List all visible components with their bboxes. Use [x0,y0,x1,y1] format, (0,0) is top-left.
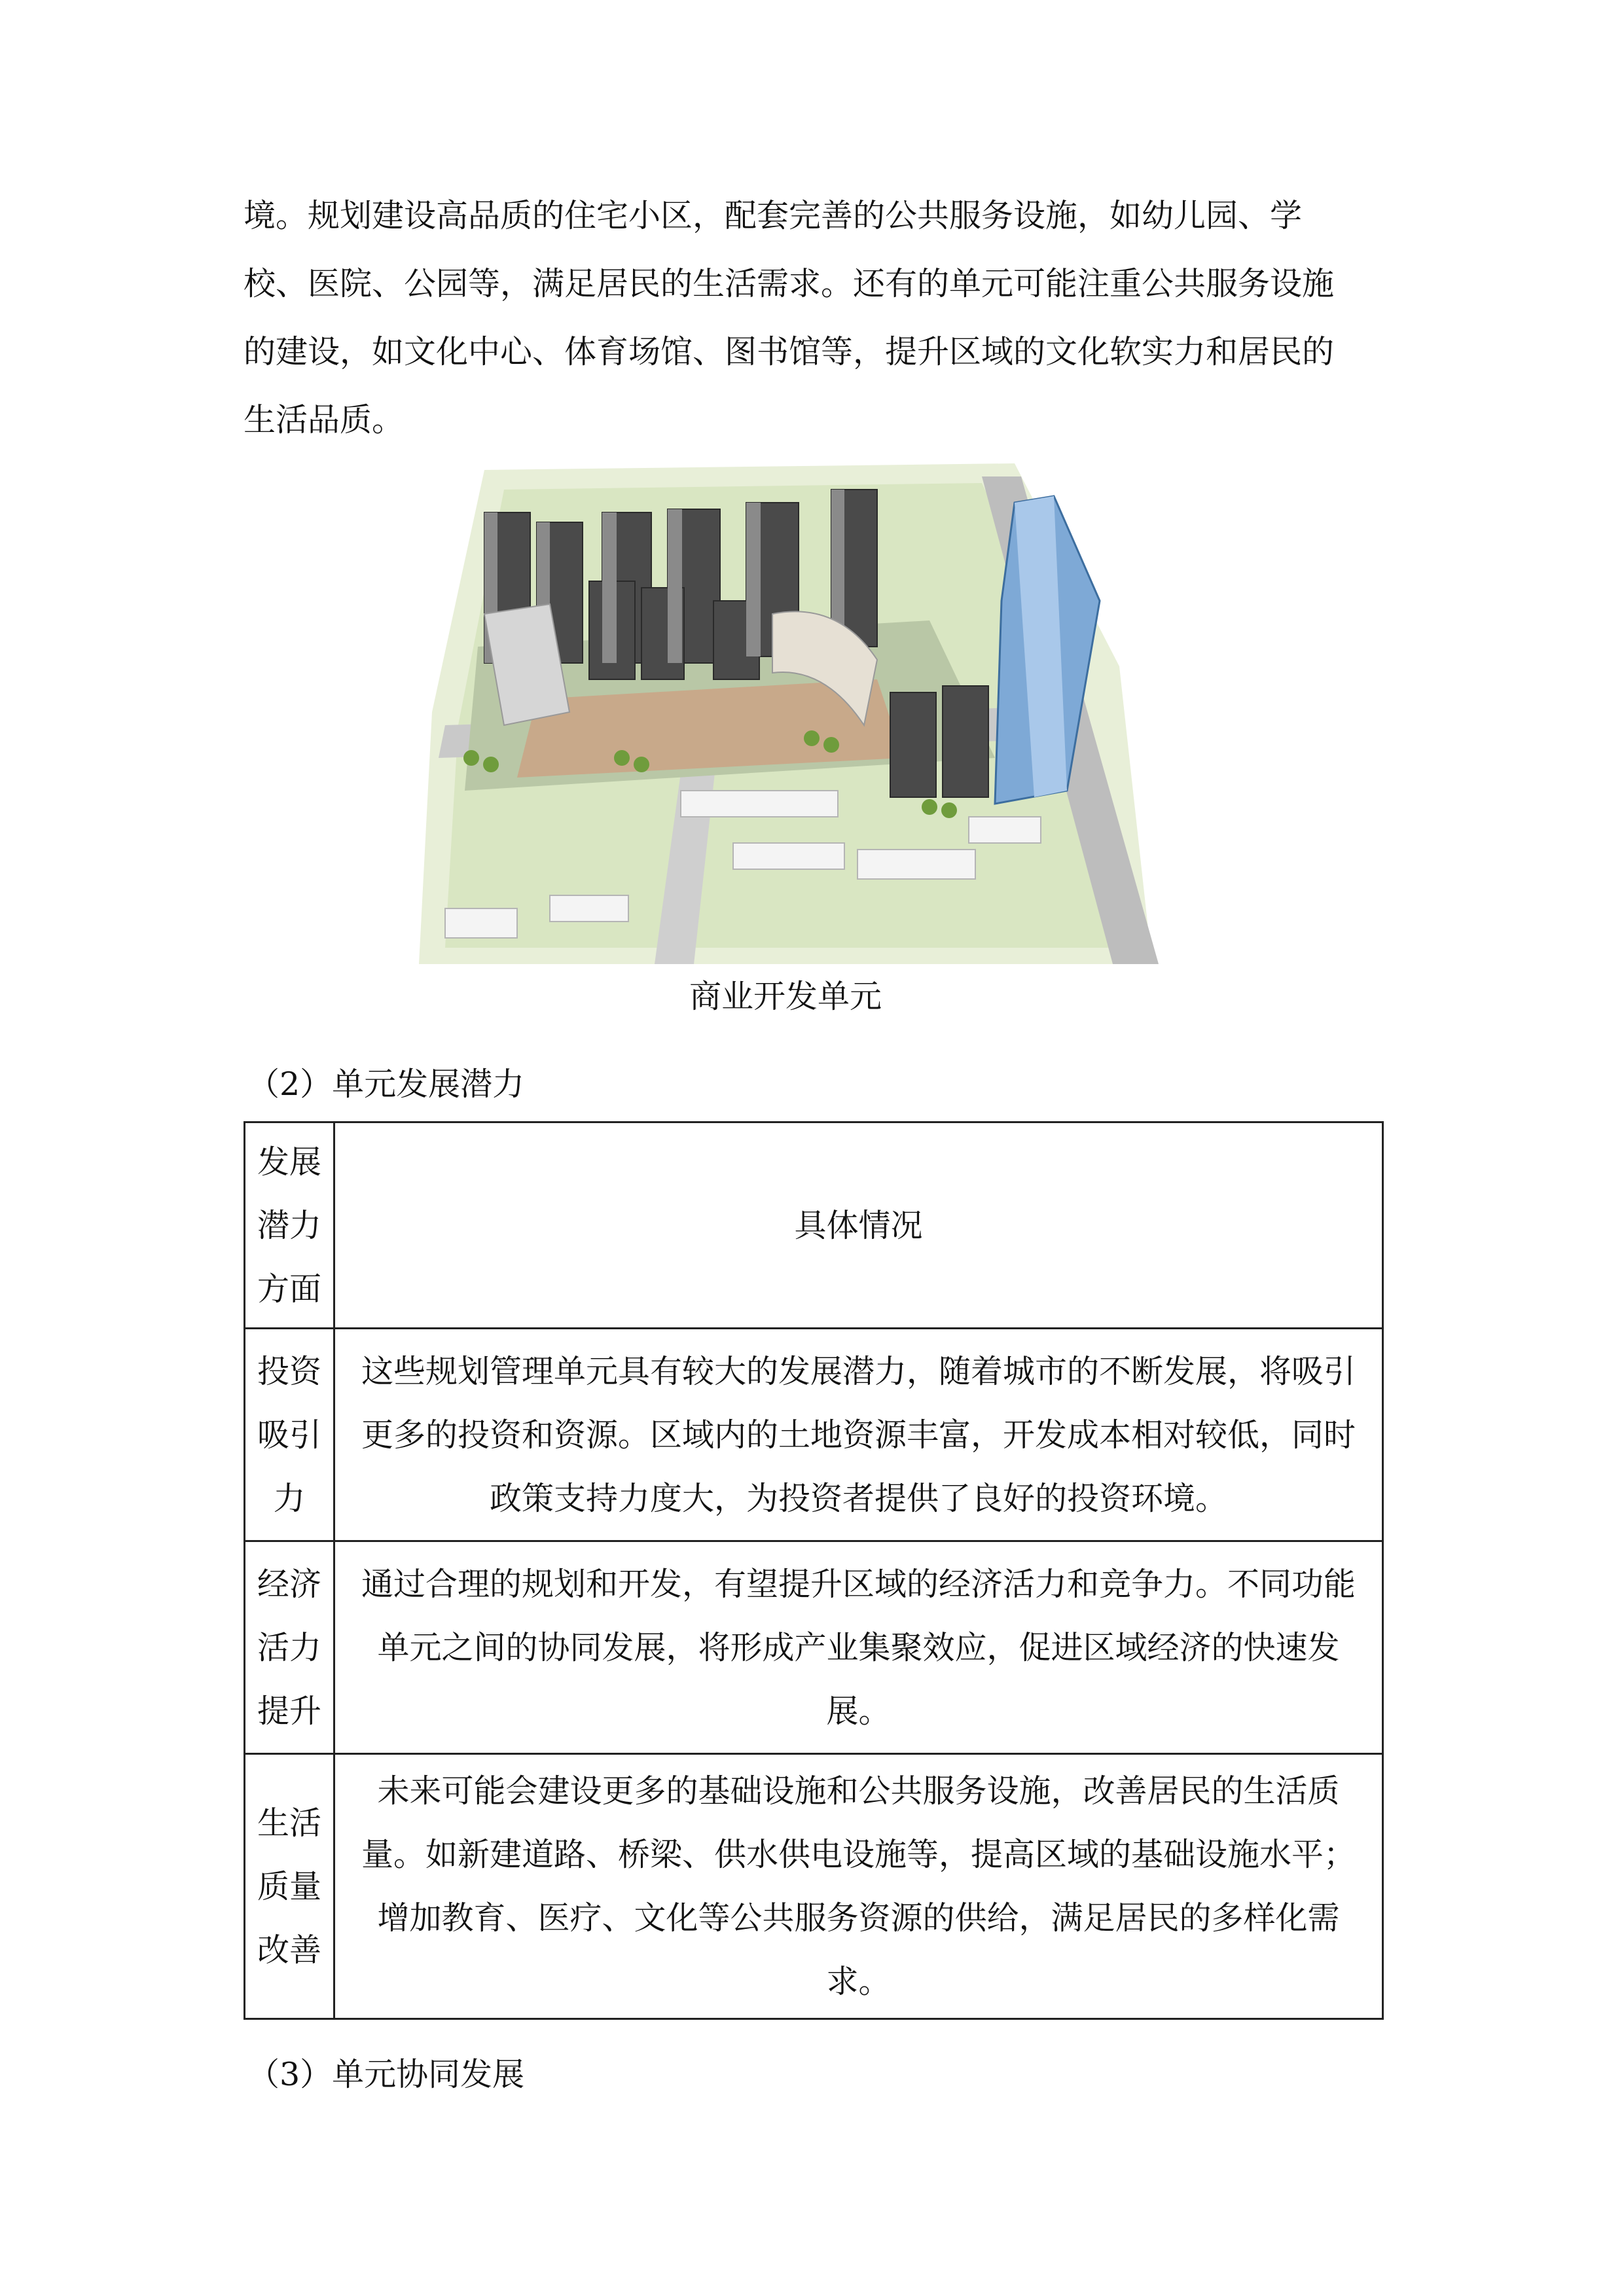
aspect-line: 生活 [257,1804,321,1842]
detail-line: 单元之间的协同发展，将形成产业集聚效应，促进区域经济的快速发 [377,1628,1340,1666]
table-row [245,1541,1383,1754]
detail-line: 更多的投资和资源。区域内的土地资源丰富，开发成本相对较低，同时 [361,1416,1356,1454]
figure-caption: 商业开发单元 [689,978,882,1015]
commercial-unit-rendering [406,450,1165,964]
aspect-line: 方面 [257,1270,321,1308]
intro-paragraph [244,182,1382,454]
aspect-line: 发展 [257,1143,321,1181]
aspect-line: 力 [273,1479,306,1517]
aspect-line: 改善 [257,1931,321,1969]
detail-cell [334,1541,1383,1754]
detail-line: 求。 [826,1963,891,2000]
paragraph-line: 境。规划建设高品质的住宅小区，配套完善的公共服务设施，如幼儿园、学 [244,197,1303,234]
development-potential-table [244,1121,1384,2020]
aspect-line: 质量 [257,1867,321,1905]
detail-line: 量。如新建道路、桥梁、供水供电设施等，提高区域的基础设施水平； [361,1836,1356,1873]
header-detail-cell: 具体情况 [334,1122,1383,1329]
aspect-line: 提升 [257,1692,321,1730]
aspect-line: 活力 [257,1628,321,1666]
aspect-cell [245,1329,334,1541]
detail-cell [334,1329,1383,1541]
aspect-cell [245,1754,334,2019]
section-heading: （2）单元发展潜力 [247,1066,525,1103]
aspect-line: 投资 [257,1352,321,1390]
section-heading: （3）单元协同发展 [247,2056,525,2093]
detail-line: 展。 [826,1692,891,1730]
detail-cell [334,1754,1383,2019]
table-row [245,1754,1383,2019]
header-aspect-cell [245,1122,334,1329]
table-header-row [245,1122,1383,1329]
aspect-line: 经济 [257,1565,321,1603]
aspect-line: 潜力 [257,1206,321,1244]
aspect-line: 吸引 [257,1416,321,1454]
detail-line: 通过合理的规划和开发，有望提升区域的经济活力和竞争力。不同功能 [361,1565,1356,1603]
paragraph-line: 生活品质。 [244,401,405,439]
paragraph-line: 校、医院、公园等，满足居民的生活需求。还有的单元可能注重公共服务设施 [244,265,1335,302]
detail-line: 增加教育、医疗、文化等公共服务资源的供给，满足居民的多样化需 [377,1899,1340,1937]
table-row [245,1329,1383,1541]
detail-line: 未来可能会建设更多的基础设施和公共服务设施，改善居民的生活质 [377,1772,1340,1810]
detail-line: 这些规划管理单元具有较大的发展潜力，随着城市的不断发展，将吸引 [361,1352,1356,1390]
detail-line: 政策支持力度大，为投资者提供了良好的投资环境。 [489,1479,1227,1517]
paragraph-line: 的建设，如文化中心、体育场馆、图书馆等，提升区域的文化软实力和居民的 [244,333,1335,370]
aspect-cell [245,1541,334,1754]
